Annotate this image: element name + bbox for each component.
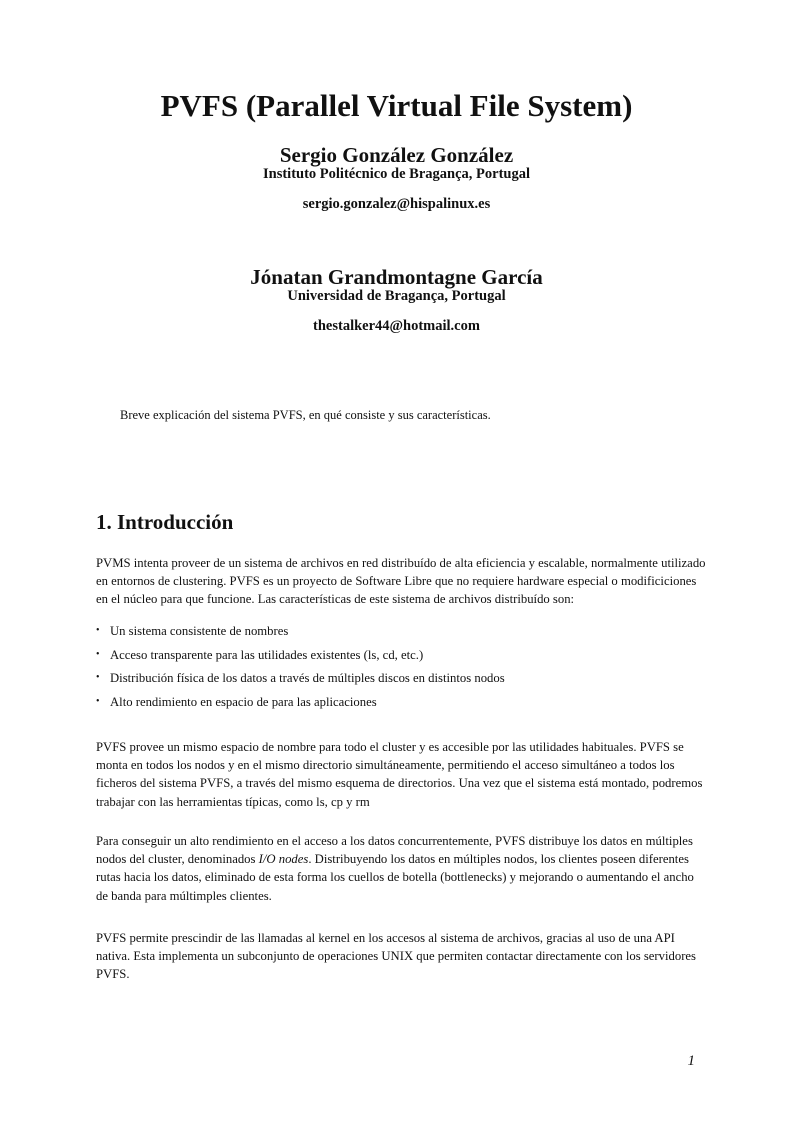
list-item-text: Distribución física de los datos a través de múltiples discos en distintos nodos — [110, 671, 505, 686]
author-email: thestalker44@hotmail.com — [313, 318, 480, 334]
abstract: Breve explicación del sistema PVFS, en qué consiste y sus características. — [120, 408, 491, 422]
page-number: 1 — [687, 1053, 695, 1069]
intro-paragraph-2: PVFS provee un mismo espacio de nombre para todo el cluster y es accesible por las utilidades habituales. PVFS se monta en todos los nodos y en el mismo directorio simultáneamente, permitiendo el acceso simultáneo a todos los ficheros del sistema PVFS, a través del mismo esquema de directorios. Una vez que el sistema está montado, podremos trabajar con las herramientas típicas, como ls, cp y rm — [96, 740, 703, 809]
bullet-icon: • — [96, 625, 100, 636]
author-name: Sergio González González — [279, 143, 514, 167]
author-affiliation: Instituto Politécnico de Bragança, Portugal — [262, 166, 531, 182]
list-item-text: Acceso transparente para las utilidades existentes (ls, cd, etc.) — [110, 647, 424, 662]
list-item — [96, 693, 706, 711]
bullet-icon: • — [96, 648, 100, 660]
intro-paragraph-4: PVFS permite prescindir de las llamadas al kernel en los accesos al sistema de archivos, gracias al uso de una API nativa. Esta implementa un subconjunto de operaciones UNIX que permiten contactar directamente con los servidores PVFS. — [96, 931, 696, 982]
intro-paragraph-3 — [96, 832, 706, 905]
list-item-text: Un sistema consistente de nombres — [110, 624, 289, 638]
list-item — [96, 622, 706, 640]
intro-paragraph-1: PVMS intenta proveer de un sistema de archivos en red distribuído de alta eficiencia y escalable, normalmente utilizado en entornos de clustering. PVFS es un proyecto de Software Libre que no requiere hardware especial o modificiciones en el núcleo para que funcione. Las características de este sistema de archivos distribuído son: — [96, 556, 706, 607]
bullet-icon: • — [96, 672, 100, 684]
author-name: Jónatan Grandmontagne García — [250, 265, 543, 289]
features-list — [96, 622, 706, 716]
list-item — [96, 669, 706, 687]
document-title: PVFS (Parallel Virtual File System) — [160, 88, 633, 123]
emphasis-term: I/O nodes — [258, 852, 309, 867]
paragraph-text: . Distribuyendo los datos en múltiples nodos, los clientes poseen diferentes rutas hacia los datos, eliminado de esta forma los cuellos de botella (bottlenecks) y mejorando o aumentando el ancho de banda para múltimples clientes. — [96, 852, 694, 903]
section-heading: 1. Introducción — [96, 510, 234, 534]
author-email: sergio.gonzalez@hispalinux.es — [302, 196, 491, 212]
paragraph-text: Para conseguir un alto rendimiento en el acceso a los datos concurrentemente, PVFS distribuye los datos en múltiples nodos del cluster, denominados — [96, 834, 693, 867]
bullet-icon: • — [96, 695, 100, 707]
list-item-text: Alto rendimiento en espacio de para las aplicaciones — [110, 694, 377, 709]
author-affiliation: Universidad de Bragança, Portugal — [287, 288, 506, 304]
list-item — [96, 646, 706, 664]
